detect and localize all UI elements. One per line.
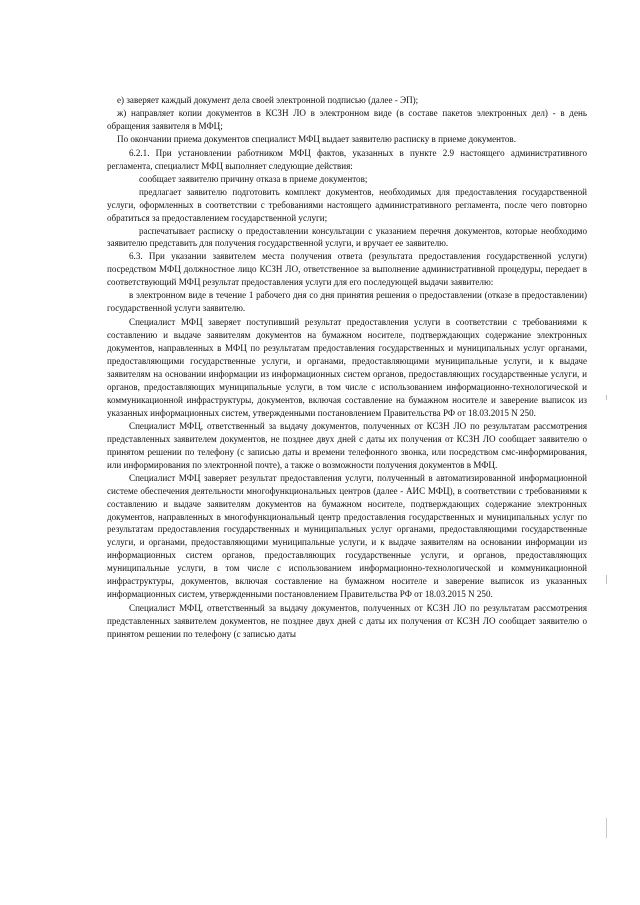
scan-margin-mark (606, 395, 607, 400)
paragraph-notifies-applicant: Специалист МФЦ, ответственный за выдачу документов, полученных от КСЗН ЛО по результатам рассмотрения представленных заявителем документов, не позднее двух дней с даты их получения от КСЗН ЛО сообщает заявителю о принятом решении по телефону (с записью даты и времени телефонного звонка, или посредством смс-информирования, или информирования по электронной почте), а также о возможности получения документов в МФЦ. (107, 420, 587, 470)
paragraph-6-3: 6.3. При указании заявителем места получения ответа (результата предоставления государственной услуги) посредством МФЦ должностное лицо КСЗН ЛО, ответственное за выполнение административной процедуры, передает в соответствующий МФЦ результат предоставления услуги для его последующей выдачи заявителю: (107, 251, 587, 288)
paragraph-receipt: По окончании приема документов специалист МФЦ выдает заявителю расписку в приеме документов. (117, 133, 516, 144)
scan-margin-mark (606, 575, 607, 584)
paragraph-ais-mfc: Специалист МФЦ заверяет результат предоставления услуги, полученный в автоматизированной информационной системе обеспечения деятельности многофункциональных центров (далее - АИС МФЦ), в соответствии с требованиями к составлению и выдаче заявителям документов на бумажном носителе, подтверждающих содержание электронных документов, направленных в многофункциональный центр предоставления государственных и муниципальных услуг по результатам предоставления государственных и муниципальных услуг органами, предоставляющими государственные услуги, и органами, предоставляющими муниципальные услуги, и к выдаче заявителям на основании информации из информационных систем органов, предоставляющих государственные услуги, и органов, предоставляющих муниципальные услуги, в том числе с использованием информационно-технологической и коммуникационной инфраструктуры, документов, включая составление на бумажном носителе и заверение выписок из указанных информационных систем, утвержденными постановлением Правительства РФ от 18.03.2015 N 250. (107, 472, 587, 600)
paragraph-item-e: е) заверяет каждый документ дела своей электронной подписью (далее - ЭП); (117, 95, 419, 105)
paragraph-notifies-applicant-repeat: Специалист МФЦ, ответственный за выдачу документов, полученных от КСЗН ЛО по результатам рассмотрения представленных заявителем документов, не позднее двух дней с даты их получения от КСЗН ЛО сообщает заявителю о принятом решении по телефону (с записью даты (107, 603, 587, 640)
paragraph-prepare-documents: предлагает заявителю подготовить комплект документов, необходимых для предоставления государственной услуги, оформленных в соответствии с требованиями настоящего административного регламента, после чего повторно обратиться за предоставлением государственной услуги; (107, 186, 587, 223)
paragraph-item-zh: ж) направляет копии документов в КСЗН ЛО в электронном виде (в составе пакетов электронных дел) - в день обращения заявителя в МФЦ; (107, 107, 587, 131)
paragraph-6-2-1: 6.2.1. При установлении работником МФЦ фактов, указанных в пункте 2.9 настоящего административного регламента, специалист МФЦ выполняет следующие действия: (107, 147, 587, 171)
scan-margin-mark (606, 818, 607, 838)
paragraph-print-receipt: распечатывает расписку о предоставлении консультации с указанием перечня документов, которые необходимо заявителю представить для получения государственной услуги, и вручает ее заявителю. (107, 225, 587, 249)
paragraph-certifies-result: Специалист МФЦ заверяет поступивший результат предоставления услуги в соответствии с требованиями к составлению и выдаче заявителям документов на бумажном носителе, подтверждающих содержание электронных документов, направленных в МФЦ по результатам предоставления государственных и муниципальных услуг органами, предоставляющими государственные услуги, и органами, предоставляющими муниципальные услуги, и к выдаче заявителям на основании информации из информационных систем органов, предоставляющих государственные услуги, и органов, предоставляющих муниципальные услуги, в том числе с использованием информационно-технологической и коммуникационной инфраструктуры, документов, включая составление на бумажном носителе и заверение выписок из указанных информационных систем, утвержденными постановлением Правительства РФ от 18.03.2015 N 250. (107, 317, 587, 418)
paragraph-refusal-reason: сообщает заявителю причину отказа в приеме документов; (139, 173, 368, 184)
paragraph-electronic-form: в электронном виде в течение 1 рабочего дня со дня принятия решения о предоставлении (отказе в предоставлении) государственной услуги заявителю. (107, 290, 587, 314)
document-body (107, 94, 587, 641)
